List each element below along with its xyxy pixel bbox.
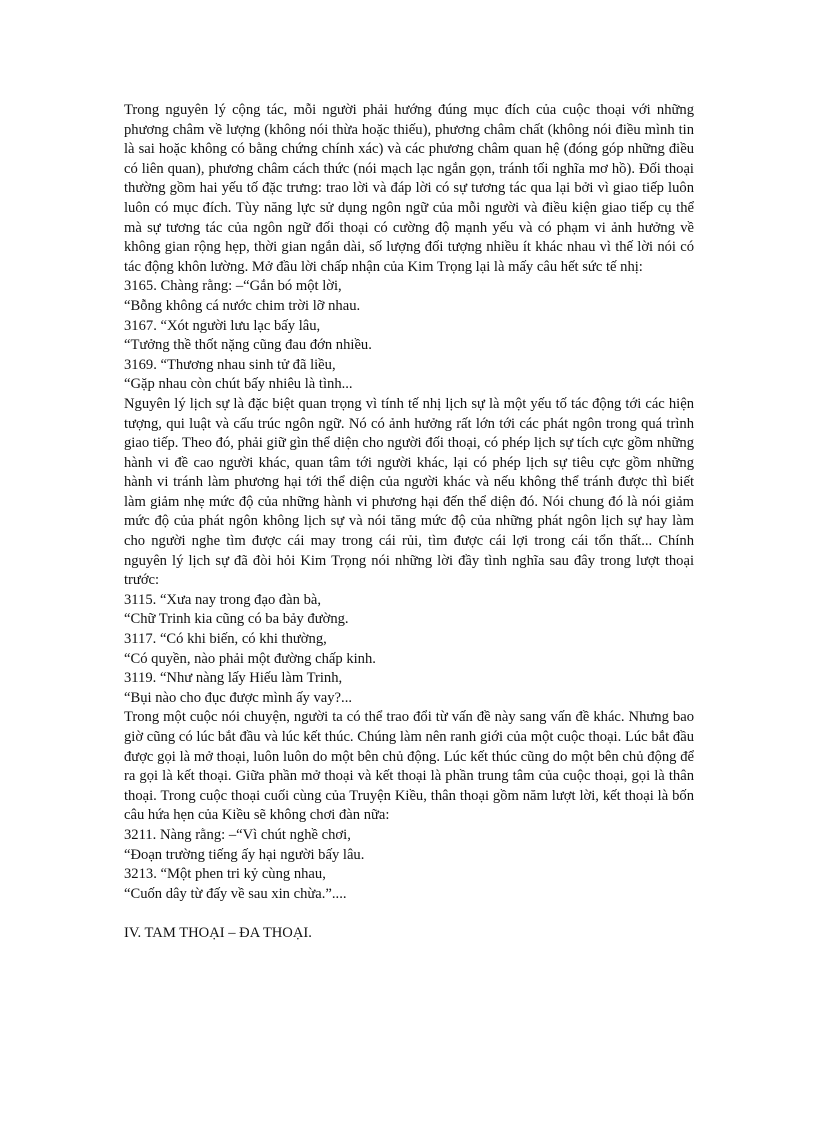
verse-block-kieu-closing [124,826,694,904]
verse-line: “Chữ Trinh kia cũng có ba bảy đường. [124,611,349,628]
verse-line: 3169. “Thương nhau sinh tử đã liều, [124,356,336,373]
verse-line: “Tưởng thề thốt nặng cũng đau đớn nhiều. [124,337,372,354]
verse-line: “Bỗng không cá nước chim trời lỡ nhau. [124,297,361,314]
verse-line: “Đoạn trường tiếng ấy hại người bấy lâu. [124,846,365,863]
verse-block-kim-trong-acceptance [124,277,694,395]
verse-line: “Gặp nhau còn chút bấy nhiêu là tình... [124,376,353,393]
verse-line: 3213. “Một phen tri kỷ cùng nhau, [124,866,326,883]
verse-line: “Có quyền, nào phải một đường chấp kinh. [124,650,376,667]
paragraph-cooperation-principle: Trong nguyên lý cộng tác, mỗi người phải hướng đúng mục đích của cuộc thoại với những phương châm về lượng (không nói thừa hoặc thiếu), phương châm chất (không nói điều mình tin là sai hoặc không có bằng chứng chính xác) và các phương châm quan hệ (đóng góp những điều có liên quan), phương châm cách thức (nói mạch lạc ngắn gọn, tránh tối nghĩa mơ hồ). Đối thoại thường gồm hai yếu tố đặc trưng: trao lời và đáp lời có sự tương tác qua lại bởi vì giao tiếp luôn luôn có mục đích. Tùy năng lực sử dụng ngôn ngữ của mỗi người và điều kiện giao tiếp cụ thể mà sự tương tác của ngôn ngữ đối thoại có cường độ mạnh yếu và có phạm vi ảnh hưởng về không gian rộng hẹp, thời gian ngắn dài, số lượng đối tượng nhiều ít khác nhau vì thế lời nói có tác động khôn lường. Mở đầu lời chấp nhận của Kim Trọng lại là mấy câu hết sức tế nhị: [124,102,694,275]
verse-block-kim-trong-previous-turn [124,591,694,709]
verse-line: 3115. “Xưa nay trong đạo đàn bà, [124,591,322,608]
verse-line: 3119. “Như nàng lấy Hiếu làm Trinh, [124,670,343,687]
paragraph-conversation-boundaries: Trong một cuộc nói chuyện, người ta có thể trao đổi từ vấn đề này sang vấn đề khác. Nhưng bao giờ cũng có lúc bắt đầu và lúc kết thúc. Chúng làm nên ranh giới của một cuộc thoại. Lúc bắt đầu được gọi là mở thoại, luôn luôn do một bên chủ động. Lúc kết thúc cũng do một bên chủ động để ra gọi là kết thoại. Giữa phần mở thoại và kết thoại là phần trung tâm của cuộc thoại, gọi là thân thoại. Trong cuộc thoại cuối cùng của Truyện Kiều, thân thoại gồm năm lượt lời, kết thoại là bốn câu hứa hẹn của Kiều sẽ không chơi đàn nữa: [124,709,694,824]
verse-line: 3165. Chàng rằng: –“Gắn bó một lời, [124,278,342,295]
verse-line: 3167. “Xót người lưu lạc bấy lâu, [124,317,321,334]
verse-line: “Cuốn dây từ đấy về sau xin chừa.”.... [124,885,347,902]
verse-line: 3117. “Có khi biến, có khi thường, [124,631,327,648]
verse-line: “Bụi nào cho đục được mình ấy vay?... [124,689,352,706]
paragraph-politeness-principle: Nguyên lý lịch sự là đặc biệt quan trọng vì tính tế nhị lịch sự là một yếu tố tác động tới các hiện tượng, qui luật và cấu trúc ngôn ngữ. Nó có ảnh hưởng rất lớn tới các phát ngôn trong quá trình giao tiếp. Theo đó, phải giữ gìn thể diện cho người đối thoại, có phép lịch sự tích cực gồm những hành vi đề cao người khác, quan tâm tới người khác, lại có phép lịch sự tiêu cực gồm những hành vi tránh làm phương hại tới thể diện của người khác và nếu không thể tránh được thì biết làm giảm nhẹ mức độ của những hành vi phương hại đến thể diện đó. Nói chung đó là nói giảm mức độ của phát ngôn không lịch sự và nói tăng mức độ của những phát ngôn lịch sự hay làm cho người nghe tìm được cái may trong cái rủi, tìm được cái lợi trong cái tổn thất... Chính nguyên lý lịch sự đã đòi hỏi Kim Trọng nói những lời đầy tình nghĩa sau đây trong lượt thoại trước: [124,395,694,589]
verse-line: 3211. Nàng rằng: –“Vì chút nghề chơi, [124,826,351,843]
section-heading: IV. TAM THOẠI – ĐA THOẠI. [124,924,312,941]
document-page [124,101,694,944]
